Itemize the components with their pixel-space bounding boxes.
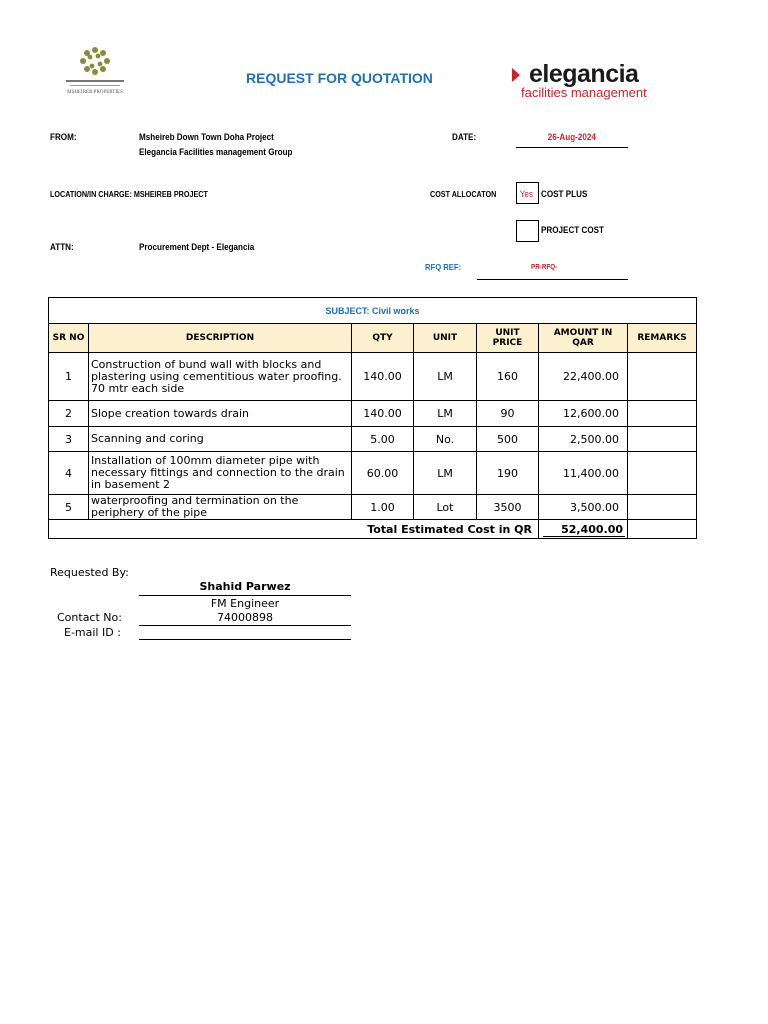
cell-sr: 4 — [49, 452, 89, 495]
cell-remarks — [628, 452, 697, 495]
total-value: 52,400.00 — [543, 523, 625, 537]
cell-unit: Lot — [414, 495, 477, 520]
col-amount — [539, 324, 628, 353]
cell-description: Slope creation towards drain — [89, 401, 352, 427]
rfq-ref-field — [477, 261, 628, 280]
col-unit-price-label: UNIT PRICE — [492, 328, 523, 348]
brand-chevron-icon — [512, 68, 520, 82]
cell-amount: 2,500.00 — [539, 427, 628, 452]
col-sr-no: SR NO — [49, 324, 89, 353]
project-cost-label: PROJECT COST — [541, 225, 605, 235]
from-label: FROM: — [50, 132, 77, 142]
attn-value: Procurement Dept - Elegancia — [139, 242, 255, 252]
rfq-ref-value: PR-RFQ- — [531, 264, 558, 271]
from-line-2: Elegancia Facilities management Group — [139, 147, 293, 157]
cell-remarks — [628, 353, 697, 401]
cell-unit: No. — [414, 427, 477, 452]
cell-unit-price: 190 — [477, 452, 539, 495]
cost-plus-checkbox[interactable] — [516, 182, 539, 204]
cell-amount: 22,400.00 — [539, 353, 628, 401]
location-label: LOCATION/IN CHARGE: MSHEIREB PROJECT — [50, 190, 208, 199]
cell-remarks — [628, 427, 697, 452]
cell-unit-price: 90 — [477, 401, 539, 427]
cell-qty: 5.00 — [352, 427, 414, 452]
total-row — [49, 520, 697, 539]
cell-unit-price: 500 — [477, 427, 539, 452]
brand-subtitle: facilities management — [521, 85, 647, 100]
cost-plus-label: COST PLUS — [541, 189, 588, 199]
msheireb-logo — [56, 44, 134, 100]
table-row — [49, 427, 697, 452]
cost-allocation-label: COST ALLOCATON — [430, 190, 497, 199]
email-value — [139, 626, 351, 640]
col-description: DESCRIPTION — [89, 324, 352, 353]
cell-sr: 5 — [49, 495, 89, 520]
date-field — [516, 130, 628, 148]
table-row — [49, 452, 697, 495]
requested-by-label: Requested By: — [50, 566, 129, 579]
attn-label: ATTN: — [50, 242, 74, 252]
page-title: REQUEST FOR QUOTATION — [246, 70, 433, 86]
cell-qty: 60.00 — [352, 452, 414, 495]
requester-role: FM Engineer — [210, 597, 280, 610]
cell-sr: 2 — [49, 401, 89, 427]
rfq-ref-label: RFQ REF: — [425, 262, 462, 272]
col-remarks: REMARKS — [628, 324, 697, 353]
cell-qty: 140.00 — [352, 401, 414, 427]
cell-remarks — [628, 495, 697, 520]
total-label: Total Estimated Cost in QR — [49, 520, 539, 539]
table-row — [49, 401, 697, 427]
table-header-row — [49, 324, 697, 353]
cell-remarks — [628, 401, 697, 427]
cell-unit-price: 160 — [477, 353, 539, 401]
table-row — [49, 495, 697, 520]
subject: SUBJECT: Civil works — [49, 298, 697, 324]
elegancia-logo — [512, 62, 647, 100]
email-label: E-mail ID : — [64, 626, 121, 639]
total-remarks — [628, 520, 697, 539]
date-value: 26-Aug-2024 — [547, 132, 596, 142]
col-unit: UNIT — [414, 324, 477, 353]
cell-unit: LM — [414, 452, 477, 495]
cell-amount: 3,500.00 — [539, 495, 628, 520]
cell-unit: LM — [414, 401, 477, 427]
contact-label: Contact No: — [57, 611, 122, 624]
cell-amount: 12,600.00 — [539, 401, 628, 427]
col-amount-label: AMOUNT IN QAR — [553, 328, 613, 348]
date-label: DATE: — [452, 132, 477, 142]
cell-sr: 3 — [49, 427, 89, 452]
contact-value: 74000898 — [139, 611, 351, 626]
cell-unit-price: 3500 — [477, 495, 539, 520]
requester-name: Shahid Parwez — [139, 580, 351, 596]
cell-description: Installation of 100mm diameter pipe with necessary fittings and connection to the drain in basement 2 — [89, 452, 352, 495]
cell-qty: 140.00 — [352, 353, 414, 401]
table-row — [49, 353, 697, 401]
col-qty: QTY — [352, 324, 414, 353]
total-value-cell — [539, 520, 628, 539]
cell-description: Scanning and coring — [89, 427, 352, 452]
quotation-table — [48, 297, 697, 539]
cell-unit: LM — [414, 353, 477, 401]
cell-description: Construction of bund wall with blocks and plastering using cementitious water proofing. 70 mtr each side — [89, 353, 352, 401]
cell-description: waterproofing and termination on the periphery of the pipe — [89, 495, 352, 520]
msheireb-logo-text: MSHEIREB PROPERTIES — [67, 90, 123, 95]
project-cost-checkbox[interactable] — [516, 220, 539, 242]
from-line-1: Msheireb Down Town Doha Project — [139, 132, 274, 142]
cell-qty: 1.00 — [352, 495, 414, 520]
col-unit-price — [477, 324, 539, 353]
cell-amount: 11,400.00 — [539, 452, 628, 495]
cell-sr: 1 — [49, 353, 89, 401]
cost-plus-mark: Yes — [519, 189, 533, 199]
brand-name: elegancia — [529, 60, 639, 88]
